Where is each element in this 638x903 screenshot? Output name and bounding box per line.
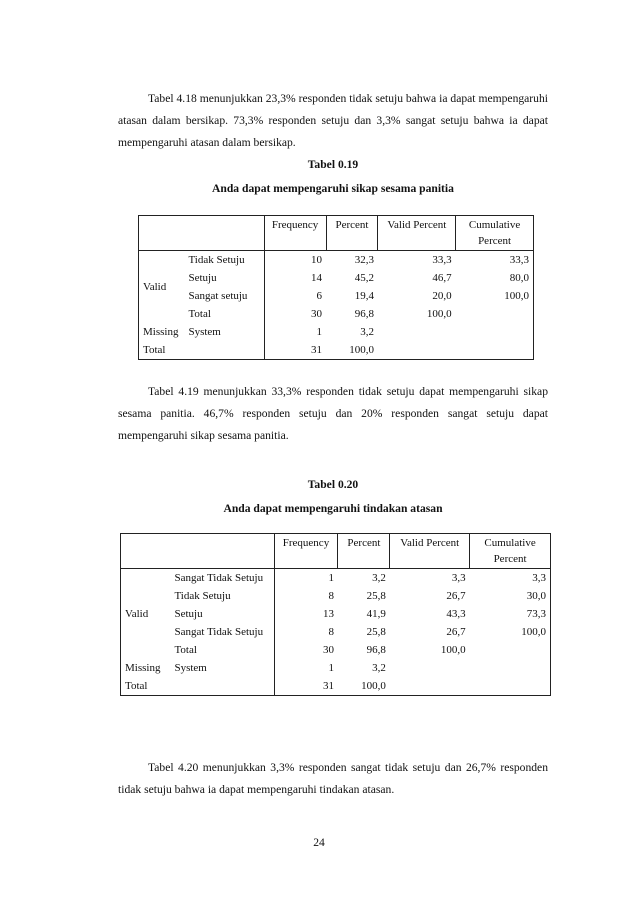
- table-row: [121, 659, 551, 677]
- cell-percent: 25,8: [366, 626, 386, 638]
- table-1-title: Anda dapat mempengaruhi sikap sesama panitia: [212, 182, 454, 195]
- cell-frequency: 6: [264, 287, 326, 305]
- cell-cumulative-percent: 3,3: [470, 569, 551, 588]
- cell-valid-percent: 100,0: [440, 644, 466, 656]
- row-label: Sangat setuju: [188, 290, 248, 302]
- cell-frequency: 8: [274, 623, 338, 641]
- cell-percent: 100,0: [338, 677, 390, 696]
- table-row: [139, 341, 534, 360]
- cell-cumulative-percent: 30,0: [470, 587, 551, 605]
- page-number: 24: [313, 836, 325, 849]
- table-header-row: [121, 534, 551, 569]
- cell-cumulative-percent: [456, 305, 534, 323]
- cell-valid-percent: 26,7: [446, 590, 466, 602]
- table-row: [121, 623, 551, 641]
- cell-percent: 96,8: [354, 308, 374, 320]
- cell-percent: 100,0: [326, 341, 378, 360]
- header-empty: [139, 216, 265, 251]
- table-row: [139, 269, 534, 287]
- cell-frequency: 30: [274, 641, 338, 659]
- table-row: [139, 323, 534, 341]
- paragraph-table-4-18-summary: Tabel 4.18 menunjukkan 23,3% responden tidak setuju bahwa ia dapat mempengaruhi atasan dalam bersikap. 73,3% responden setuju dan 3,3% sangat setuju bahwa ia dapat mempengaruhi atasan dalam bersikap.: [118, 92, 548, 149]
- frequency-table-1: [138, 215, 534, 360]
- group-label-missing: Missing: [139, 323, 185, 341]
- cell-frequency: 1: [274, 569, 338, 588]
- cell-valid-percent: 33,3: [432, 254, 452, 266]
- cell-cumulative-percent: [470, 641, 551, 659]
- row-label: Tidak Setuju: [188, 254, 245, 266]
- cell-cumulative-percent: [470, 659, 551, 677]
- cell-frequency: 31: [274, 677, 338, 696]
- cell-percent: 32,3: [354, 254, 374, 266]
- cell-frequency: 10: [264, 251, 326, 270]
- row-label: Total: [188, 308, 211, 320]
- header-frequency: Frequency: [274, 534, 338, 569]
- header-valid-percent: Valid Percent: [390, 534, 470, 569]
- cell-valid-percent: 100,0: [426, 308, 452, 320]
- cell-frequency: 14: [264, 269, 326, 287]
- cell-valid-percent: [378, 323, 456, 341]
- cell-frequency: 31: [264, 341, 326, 360]
- row-label: System: [174, 662, 207, 674]
- header-cumulative-percent: Cumulative Percent: [456, 216, 534, 251]
- cell-percent: 45,2: [354, 272, 374, 284]
- cell-valid-percent: 46,7: [432, 272, 452, 284]
- row-label: Tidak Setuju: [174, 590, 231, 602]
- cell-percent: 25,8: [366, 590, 386, 602]
- cell-percent: 3,2: [372, 572, 386, 584]
- cell-cumulative-percent: 100,0: [470, 623, 551, 641]
- header-percent: Percent: [338, 534, 390, 569]
- cell-valid-percent: [390, 677, 470, 696]
- row-label: System: [188, 326, 221, 338]
- cell-cumulative-percent: 33,3: [456, 251, 534, 270]
- header-percent: Percent: [326, 216, 378, 251]
- cell-frequency: 1: [274, 659, 338, 677]
- cell-cumulative-percent: 80,0: [456, 269, 534, 287]
- cell-percent: 19,4: [354, 290, 374, 302]
- table-header-row: [139, 216, 534, 251]
- table-row: [121, 587, 551, 605]
- cell-valid-percent: [390, 659, 470, 677]
- table-row: [121, 569, 551, 588]
- cell-valid-percent: 26,7: [446, 626, 466, 638]
- table-row: [139, 305, 534, 323]
- table-1-number: Tabel 0.19: [307, 158, 359, 171]
- row-label: Setuju: [174, 608, 203, 620]
- header-empty: [121, 534, 275, 569]
- frequency-table-2: [120, 533, 551, 696]
- table-row: [121, 677, 551, 696]
- table-row: [121, 641, 551, 659]
- header-frequency: Frequency: [264, 216, 326, 251]
- group-label-missing: Missing: [121, 659, 171, 677]
- paragraph-table-4-19-summary: Tabel 4.19 menunjukkan 33,3% responden tidak setuju dapat mempengaruhi sikap sesama panitia. 46,7% responden setuju dan 20% responden sangat setuju dapat mempengaruhi sikap sesama panitia.: [118, 385, 548, 442]
- cell-frequency: 13: [274, 605, 338, 623]
- cell-percent: 41,9: [366, 608, 386, 620]
- cell-frequency: 30: [264, 305, 326, 323]
- cell-cumulative-percent: [456, 341, 534, 360]
- cell-cumulative-percent: 100,0: [456, 287, 534, 305]
- table-row: [139, 251, 534, 270]
- cell-frequency: 1: [264, 323, 326, 341]
- group-label-valid: Valid: [121, 569, 171, 660]
- header-cumulative-percent: Cumulative Percent: [470, 534, 551, 569]
- cell-valid-percent: 43,3: [446, 608, 466, 620]
- cell-frequency: 8: [274, 587, 338, 605]
- row-label: Setuju: [188, 272, 217, 284]
- row-label-total: Total: [139, 341, 265, 360]
- row-label-total: Total: [121, 677, 275, 696]
- header-valid-percent: Valid Percent: [378, 216, 456, 251]
- row-label: Sangat Tidak Setuju: [174, 572, 264, 584]
- cell-cumulative-percent: [470, 677, 551, 696]
- cell-cumulative-percent: 73,3: [470, 605, 551, 623]
- cell-cumulative-percent: [456, 323, 534, 341]
- cell-valid-percent: [378, 341, 456, 360]
- table-row: [139, 287, 534, 305]
- table-2-title: Anda dapat mempengaruhi tindakan atasan: [223, 502, 443, 515]
- group-label-valid: Valid: [139, 251, 185, 324]
- cell-percent: 3,2: [372, 662, 386, 674]
- row-label: Total: [174, 644, 197, 656]
- cell-valid-percent: 3,3: [451, 572, 466, 584]
- table-2-number: Tabel 0.20: [307, 478, 359, 491]
- cell-percent: 3,2: [360, 326, 374, 338]
- row-label: Sangat Tidak Setuju: [174, 626, 264, 638]
- paragraph-table-4-20-summary: Tabel 4.20 menunjukkan 3,3% responden sangat tidak setuju dan 26,7% responden tidak setuju bahwa ia dapat mempengaruhi tindakan atasan.: [118, 761, 548, 796]
- table-row: [121, 605, 551, 623]
- cell-percent: 96,8: [366, 644, 386, 656]
- cell-valid-percent: 20,0: [432, 290, 452, 302]
